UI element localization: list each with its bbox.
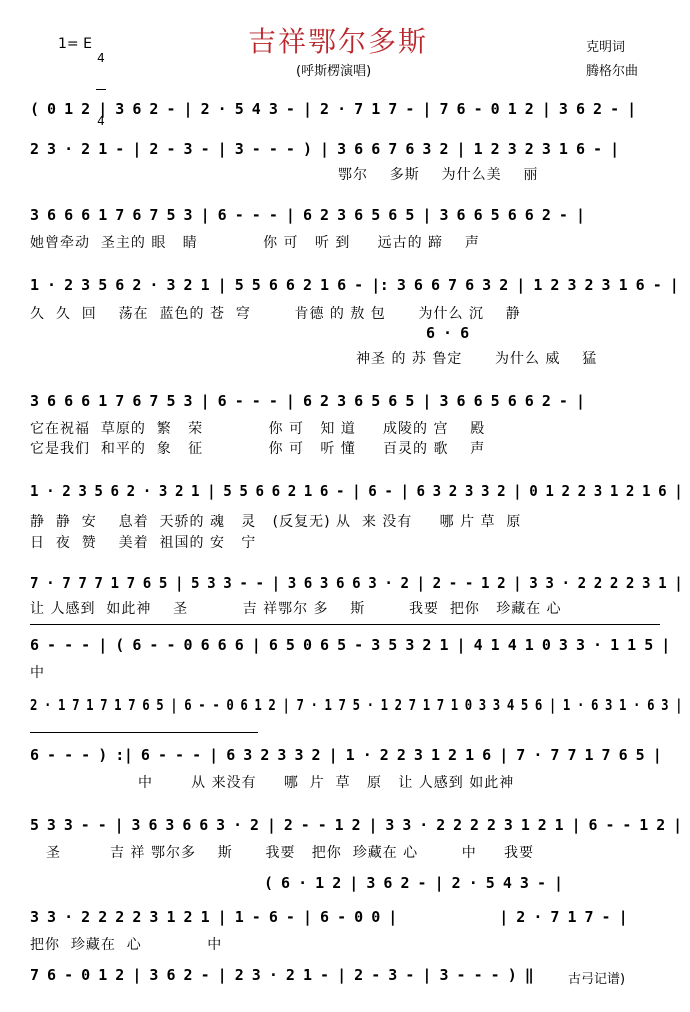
lyric-line-5b: 它是我们 和平的 象 征 你 可 听 懂 百灵的 歌 声	[30, 441, 486, 457]
notation-line-2: 2 3 · 2 1 - | 2 - 3 - | 3 - - - ) | 3 6 6 7 6 3 2 | 1 2 3 2 3 1 6 - |	[30, 140, 619, 158]
lyric-line-11: 圣 吉 祥 鄂尔多 斯 我要 把你 珍藏在 心 中 我要	[46, 845, 535, 861]
lyric-line-8: 中	[30, 665, 45, 681]
lyric-line-6a: 静 静 安 息着 天骄的 魂 灵 (反复无) 从 来 没有 哪 片 草 原	[30, 514, 522, 530]
lyric-line-5a: 它在祝福 草原的 繁 荣 你 可 知 道 成陵的 宫 殿	[30, 421, 486, 437]
notation-line-11: 5 3 3 - - | 3 6 3 6 6 3 · 2 | 2 - - 1 2 | 3 3 · 2 2 2 2 3 1 2 1 | 6 - - 1 2 |	[30, 816, 682, 834]
notation-line-9: 2 · 1 7 1 7 1 7 6 5 | 6 - - 0 6 1 2 | 7 · 1 7 5 · 1 2 7 1 7 1 0 3 3 4 5 6 | 1 · 6 3 1 · 6 3 |	[30, 696, 683, 714]
time-signature-top: 4	[97, 51, 105, 65]
alt-notation-line-4: 6 · 6	[426, 324, 469, 342]
alt-lyric-line-4: 神圣 的 苏 鲁定 为什么 威 猛	[356, 351, 598, 367]
time-signature-bottom: 4	[97, 114, 105, 128]
lyric-line-6b: 日 夜 赞 美着 祖国的 安 宁	[30, 535, 257, 551]
volta-bracket-2	[30, 732, 258, 733]
lyric-line-4: 久 久 回 荡在 蓝色的 苍 穹 肯德 的 敖 包 为什么 沉 静	[30, 306, 521, 322]
notation-line-12: 3 3 · 2 2 2 2 3 1 2 1 | 1 - 6 - | 6 - 0 0 | | 2 · 7 1 7 - |	[30, 908, 628, 926]
notation-line-1: ( 0 1 2 | 3 6 2 - | 2 · 5 4 3 - | 2 · 7 1 7 - | 7 6 - 0 1 2 | 3 6 2 - |	[30, 100, 636, 118]
lyric-line-10: 中 从 来没有 哪 片 草 原 让 人感到 如此神	[138, 775, 515, 791]
lyric-line-7: 让 人感到 如此神 圣 吉 祥鄂尔 多 斯 我要 把你 珍藏在 心	[30, 601, 562, 617]
notation-line-7: 7 · 7 7 7 1 7 6 5 | 5 3 3 - - | 3 6 3 6 6 3 · 2 | 2 - - 1 2 | 3 3 · 2 2 2 2 3 1 |	[30, 574, 683, 592]
volta-bracket-1	[30, 624, 660, 625]
notation-line-5: 3 6 6 6 1 7 6 7 5 3 | 6 - - - | 6 2 3 6 5 6 5 | 3 6 6 5 6 6 2 - |	[30, 392, 585, 410]
singer-credit: (呼斯楞演唱)	[296, 64, 372, 79]
lyric-line-2: 鄂尔 多斯 为什么美 丽	[338, 167, 539, 183]
lyric-line-12: 把你 珍藏在 心 中	[30, 937, 223, 953]
transcriber-credit: 古弓记谱)	[568, 972, 626, 987]
time-signature	[96, 28, 106, 139]
song-title: 吉祥鄂尔多斯	[248, 25, 429, 58]
notation-line-10: 6 - - - ) :| 6 - - - | 6 3 2 3 3 2 | 1 · 2 2 3 1 2 1 6 | 7 · 7 7 1 7 6 5 |	[30, 746, 662, 764]
notation-line-13: 7 6 - 0 1 2 | 3 6 2 - | 2 3 · 2 1 - | 2 - 3 - | 3 - - - ) ‖	[30, 966, 534, 984]
key-signature: 1= E	[58, 36, 92, 52]
notation-line-6: 1 · 2 3 5 6 2 · 3 2 1 | 5 5 6 6 2 1 6 - | 6 - | 6 3 2 3 3 2 | 0 1 2 2 3 1 2 1 6 |	[30, 482, 683, 500]
composer-credit: 腾格尔曲	[586, 64, 639, 79]
lyricist-credit: 克明词	[586, 40, 626, 55]
lyric-line-3: 她曾牵动 圣主的 眼 睛 你 可 听 到 远古的 蹄 声	[30, 235, 480, 251]
notation-line-8: 6 - - - | ( 6 - - 0 6 6 6 | 6 5 0 6 5 - 3 5 3 2 1 | 4 1 4 1 0 3 3 · 1 1 5 |	[30, 636, 670, 654]
notation-line-3: 3 6 6 6 1 7 6 7 5 3 | 6 - - - | 6 2 3 6 5 6 5 | 3 6 6 5 6 6 2 - |	[30, 206, 585, 224]
alt-notation-line-11: ( 6 · 1 2 | 3 6 2 - | 2 · 5 4 3 - |	[264, 874, 563, 892]
notation-line-4: 1 · 2 3 5 6 2 · 3 2 1 | 5 5 6 6 2 1 6 - |: 3 6 6 7 6 3 2 | 1 2 3 2 3 1 6 - |	[30, 276, 679, 294]
